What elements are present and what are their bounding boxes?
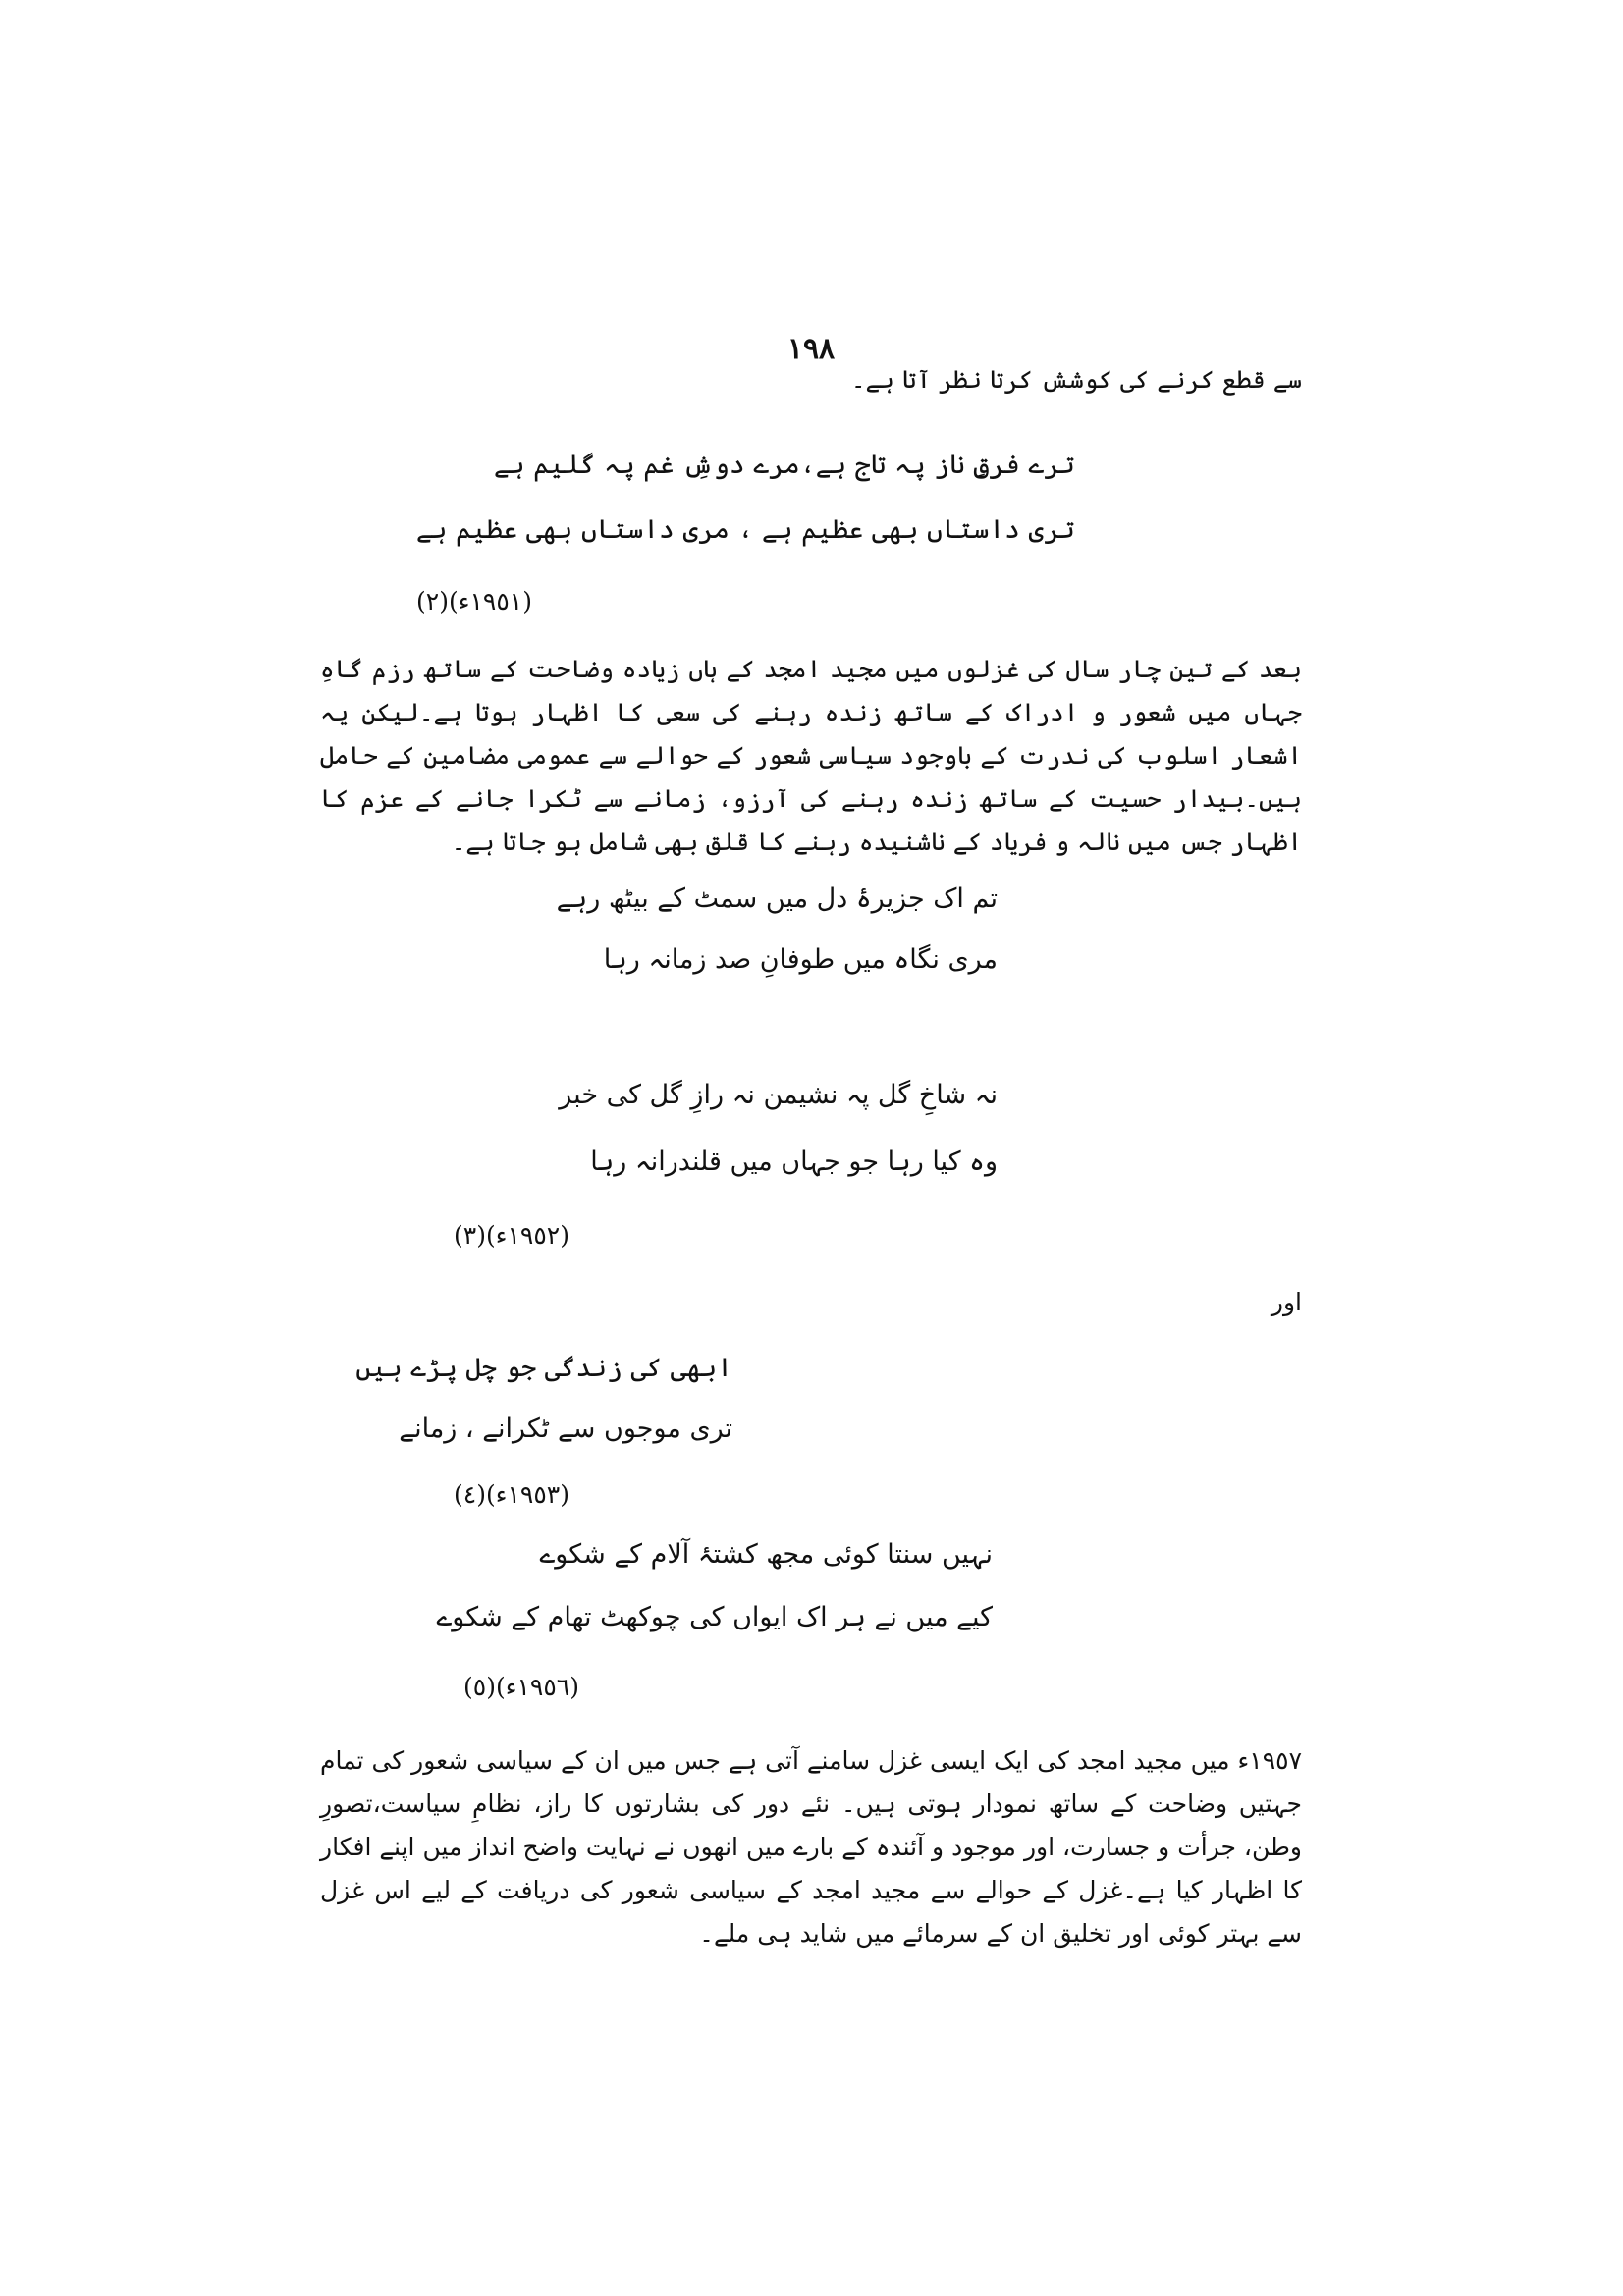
couplet-3-citation: (١٩٥٢ء)(٣) [454,1221,569,1250]
intro-line: سے قطع کرنے کی کوشش کرتا نظر آتا ہے۔ [850,365,1302,394]
couplet-1-line-2: تری داستاں بھی عظیم ہے ، مری داستاں بھی عظیم ہے [415,514,1075,545]
couplet-5-line-2: کیے میں نے ہر اک ایواں کی چوکھٹ تھام کے شکوے [436,1602,993,1632]
paragraph-1: بعد کے تین چار سال کی غزلوں میں مجید امجد کے ہاں زیادہ وضاحت کے ساتھ رزم گاہِ جہاں میں شعور و ادراک کے ساتھ زندہ رہنے کی سعی کا اظہار ہوتا ہے۔لیکن یہ اشعار اسلوب کی ندرت کے باوجود سیاسی شعور کے حوالے سے عمومی مضامین کے حامل ہیں۔بیدار حسیت کے ساتھ زندہ رہنے کی آرزو، زمانے سے ٹکرا جانے کے عزم کا اظہار جس میں نالہ و فریاد کے ناشنیدہ رہنے کا قلق بھی شامل ہو جاتا ہے۔ [320,655,1302,856]
couplet-4-line-2: تری موجوں سے ٹکرانے ، زمانے [399,1414,732,1444]
couplet-4-citation: (١٩٥٣ء)(٤) [454,1480,569,1509]
couplet-1-citation: (١٩٥١ء)(٢) [416,587,532,615]
couplet-5-citation: (١٩٥٦ء)(٥) [463,1673,579,1701]
couplet-4-line-1: ابھی کی زندگی جو چل پڑے ہیں [355,1353,732,1383]
connector-word: اور [1271,1288,1302,1316]
couplet-2-line-1: تم اک جزیرۂ دل میں سمٹ کے بیٹھ رہے [556,883,998,914]
couplet-3-line-2: وہ کیا رہا جو جہاں میں قلندرانہ رہا [590,1147,998,1177]
couplet-3-line-1: نہ شاخِ گل پہ نشیمن نہ رازِ گل کی خبر [559,1080,998,1110]
paragraph-2: ١٩٥٧ء میں مجید امجد کی ایک ایسی غزل سامنے آتی ہے جس میں ان کے سیاسی شعور کی تمام جہتیں وضاحت کے ساتھ نمودار ہوتی ہیں۔ نئے دور کی بشارتوں کا راز، نظامِ سیاست،تصورِ وطن، جرأت و جسارت، اور موجود و آئندہ کے بارے میں انھوں نے نہایت واضح انداز میں اپنے افکار کا اظہار کیا ہے۔غزل کے حوالے سے مجید امجد کے سیاسی شعور کی دریافت کے لیے اس غزل سے بہتر کوئی اور تخلیق ان کے سرمائے میں شاید ہی ملے۔ [320,1746,1302,1948]
page-number: ١٩٨ [786,332,836,366]
couplet-5-line-1: نہیں سنتا کوئی مجھ کشتۂ آلام کے شکوے [539,1539,993,1570]
couplet-2-line-2: مری نگاہ میں طوفانِ صد زمانہ رہا [603,944,998,975]
couplet-1-line-1: ترے فرقِ ناز پہ تاج ہے،مرے دوشِ غم پہ گلیم ہے [493,450,1075,480]
